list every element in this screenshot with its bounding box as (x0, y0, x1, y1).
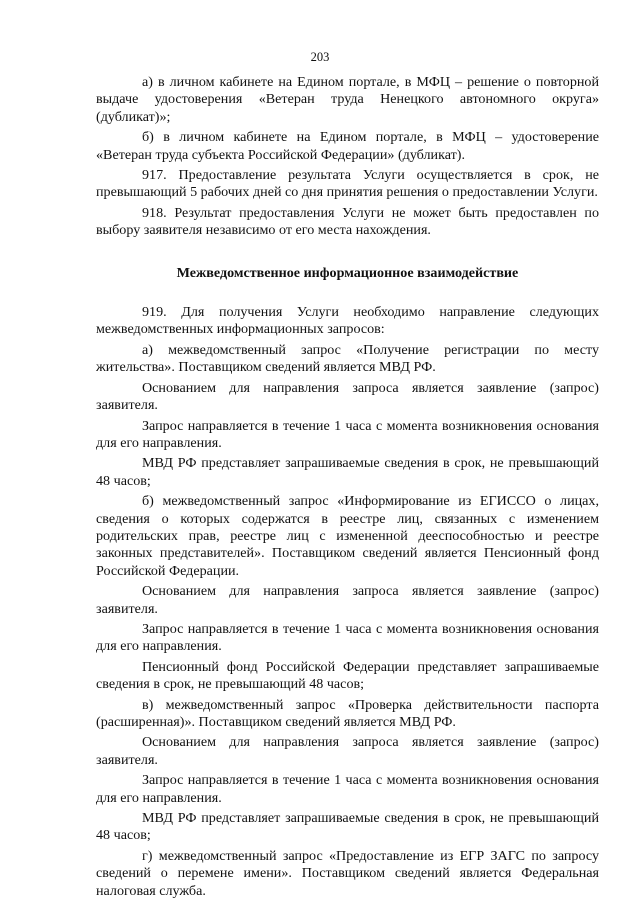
paragraph: Основанием для направления запроса является заявление (запрос) заявителя. (96, 583, 599, 617)
paragraph: а) межведомственный запрос «Получение регистрации по месту жительства». Поставщиком сведений является МВД РФ. (96, 341, 599, 376)
paragraph: в) межведомственный запрос «Проверка действительности паспорта (расширенная)». Поставщиком сведений является МВД РФ. (96, 696, 599, 730)
paragraph: Основанием для направления запроса является заявление (запрос) заявителя. (96, 379, 599, 414)
paragraph: МВД РФ представляет запрашиваемые сведения в срок, не превышающий 48 часов; (96, 810, 599, 844)
paragraph: Основанием для направления запроса является заявление (запрос) заявителя. (96, 734, 599, 768)
paragraph: а) в личном кабинете на Едином портале, в МФЦ – решение о повторной выдаче удостоверения «Ветеран труда Ненецкого автономного округа» (дубликат)»; (96, 74, 599, 125)
paragraph: 917. Предоставление результата Услуги осуществляется в срок, не превышающий 5 рабочих дней со дня принятия решения о предоставлении Услуги. (96, 167, 599, 201)
paragraph: г) межведомственный запрос «Предоставление из ЕГР ЗАГС по запросу сведений о перемене имени». Поставщиком сведений является Федеральная налоговая служба. (96, 847, 599, 899)
section-heading: Межведомственное информационное взаимодействие (176, 264, 519, 281)
paragraph: Пенсионный фонд Российской Федерации представляет запрашиваемые сведения в срок, не превышающий 48 часов; (96, 658, 599, 693)
paragraph: б) в личном кабинете на Едином портале, в МФЦ – удостоверение «Ветеран труда субъекта Российской Федерации» (дубликат). (96, 129, 599, 163)
paragraph: Запрос направляется в течение 1 часа с момента возникновения основания для его направления. (96, 772, 599, 806)
paragraph: б) межведомственный запрос «Информирование из ЕГИССО о лицах, сведения о которых содержатся в реестре лиц, связанных с изменением родительских прав, реестре лиц с измененной дееспособностью и реестре законных представителей». Поставщиком сведений является Пенсионный фонд Российской Федерации. (96, 493, 599, 579)
paragraph: Запрос направляется в течение 1 часа с момента возникновения основания для его направления. (96, 417, 599, 451)
paragraph: Запрос направляется в течение 1 часа с момента возникновения основания для его направления. (96, 620, 599, 655)
paragraph: МВД РФ представляет запрашиваемые сведения в срок, не превышающий 48 часов; (96, 455, 599, 489)
page-number: 203 (310, 50, 330, 64)
paragraph: 918. Результат предоставления Услуги не может быть предоставлен по выбору заявителя независимо от его места нахождения. (96, 204, 599, 239)
paragraph: 919. Для получения Услуги необходимо направление следующих межведомственных информационных запросов: (96, 304, 599, 338)
document-body (96, 74, 599, 903)
